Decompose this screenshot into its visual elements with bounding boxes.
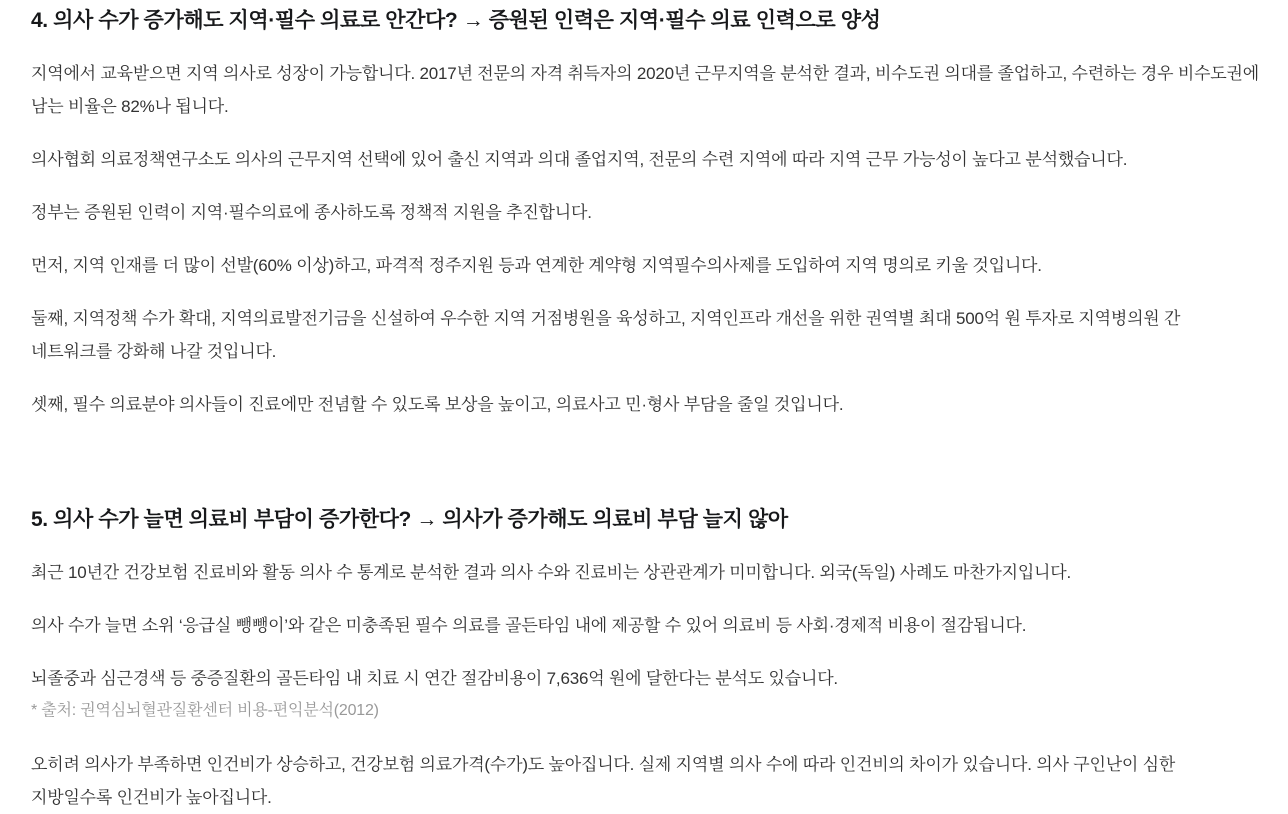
section-q5 <box>31 505 1260 814</box>
paragraph-third-measure: 셋째, 필수 의료분야 의사들이 진료에만 전념할 수 있도록 보상을 높이고, 의료사고 민·형사 부담을 줄일 것입니다. <box>31 395 844 414</box>
paragraph-government-support: 정부는 증원된 인력이 지역·필수의료에 종사하도록 정책적 지원을 추진합니다. <box>31 203 592 222</box>
section-q4 <box>31 6 1260 421</box>
paragraph-correlation-analysis: 최근 10년간 건강보험 진료비와 활동 의사 수 통계로 분석한 결과 의사 수와 진료비는 상관관계가 미미합니다. 외국(독일) 사례도 마찬가지입니다. <box>31 563 1072 582</box>
section-q5-heading: 5. 의사 수가 늘면 의료비 부담이 증가한다? → 의사가 증가해도 의료비 부담 늘지 않아 <box>31 508 788 531</box>
paragraph-er-golden-time: 의사 수가 늘면 소위 ‘응급실 뺑뺑이’와 같은 미충족된 필수 의료를 골든타임 내에 제공할 수 있어 의료비 등 사회·경제적 비용이 절감됩니다. <box>31 616 1027 635</box>
paragraph-cost-saving: 뇌졸중과 심근경색 등 중증질환의 골든타임 내 치료 시 연간 절감비용이 7,636억 원에 달한다는 분석도 있습니다. <box>31 669 838 688</box>
source-footnote: * 출처: 권역심뇌혈관질환센터 비용-편익분석(2012) <box>31 702 379 719</box>
paragraph-labor-cost: 오히려 의사가 부족하면 인건비가 상승하고, 건강보험 의료가격(수가)도 높아집니다. 실제 지역별 의사 수에 따라 인건비의 차이가 있습니다. 의사 구인난이 심한 지방일수록 인건비가 높아집니다. <box>31 755 1176 807</box>
section-q4-heading: 4. 의사 수가 증가해도 지역·필수 의료로 안간다? → 증원된 인력은 지역·필수 의료 인력으로 양성 <box>31 9 881 32</box>
paragraph-kma-research: 의사협회 의료정책연구소도 의사의 근무지역 선택에 있어 출신 지역과 의대 졸업지역, 전문의 수련 지역에 따라 지역 근무 가능성이 높다고 분석했습니다. <box>31 150 1128 169</box>
paragraph-second-measure: 둘째, 지역정책 수가 확대, 지역의료발전기금을 신설하여 우수한 지역 거점병원을 육성하고, 지역인프라 개선을 위한 권역별 최대 500억 원 투자로 지역병의원 간 네트워크를 강화해 나갈 것입니다. <box>31 309 1181 361</box>
paragraph-regional-education: 지역에서 교육받으면 지역 의사로 성장이 가능합니다. 2017년 전문의 자격 취득자의 2020년 근무지역을 분석한 결과, 비수도권 의대를 졸업하고, 수련하는 경우 비수도권에 남는 비율은 82%나 됩니다. <box>31 64 1259 116</box>
paragraph-first-measure: 먼저, 지역 인재를 더 많이 선발(60% 이상)하고, 파격적 정주지원 등과 연계한 계약형 지역필수의사제를 도입하여 지역 명의로 키울 것입니다. <box>31 256 1042 275</box>
